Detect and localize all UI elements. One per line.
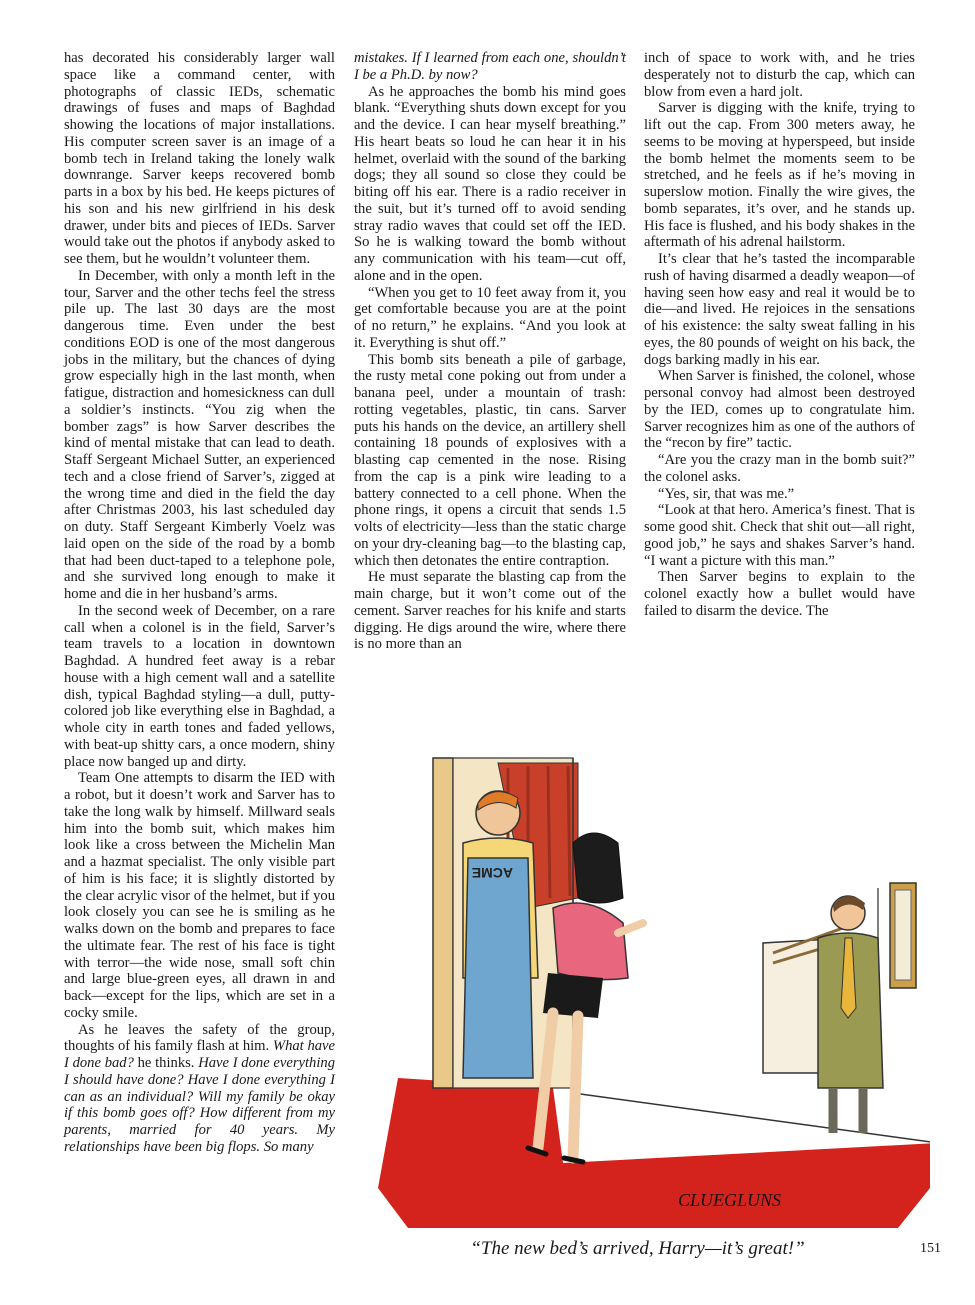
- paragraph: “Yes, sir, that was me.”: [658, 485, 795, 502]
- wall-picture-inner: [895, 890, 911, 980]
- paragraph: In December, with only a month left in the tour, Sarver and the other techs feel the stress pile up. The last 30 days are the most dangerous time. Even under the best conditions EOD is one of the most dangerous jobs in the military, but the chances of dying grow especially high in the last month, when fatigue, distraction and homesickness can dull a soldier’s instincts. “You zig when the bomber zags” is how Sarver describes the kind of mental mistake that can lead to death. Staff Sergeant Michael Sutter, an experienced tech and a close friend of Sarver’s, zigged at the wrong time and died in the field the day after Christmas 2003, his last scheduled day on duty. Staff Sergeant Kimberly Voelz was laid open on the side of the road by a bomb that had been duct-taped to a telephone pole, and she survived long enough to make it home and die in her husband’s arms.: [64, 267, 335, 602]
- mover-shirt-text: ACME: [471, 865, 513, 881]
- carpet: [378, 1078, 930, 1228]
- cartoonist-signature: CLUEGLUNS: [678, 1190, 782, 1210]
- paragraph: inch of space to work with, and he tries desperately not to disturb the cap, which can blow from even a hard jolt.: [644, 50, 915, 100]
- column-3: [644, 50, 915, 620]
- cartoon-caption: “The new bed’s arrived, Harry—it’s great!”: [470, 1238, 805, 1259]
- italic-run: What have I done bad?: [64, 1038, 335, 1071]
- italic-run: mistakes. If I learned from each one, shouldn’t I be a Ph.D. by now?: [354, 50, 626, 83]
- paragraph: [64, 1022, 335, 1156]
- mover-overalls: [463, 858, 533, 1078]
- text-run: As he leaves the safety of the group, thoughts of his family flash at him.: [64, 1021, 335, 1055]
- paragraph: “Look at that hero. America’s finest. That is some good shit. Check that shit out—all right, good job,” he says and shakes Sarver’s hand. “I want a picture with this man.”: [644, 502, 915, 569]
- woman-blouse: [553, 903, 628, 980]
- paragraph: When Sarver is finished, the colonel, whose personal convoy had almost been destroyed by the IED, comes up to congratulate him. Sarver recognizes him as one of the authors of the “recon by fire” tactic.: [644, 368, 915, 452]
- paragraph: Sarver is digging with the knife, trying to lift out the cap. From 300 meters away, he seems to be moving at hyperspeed, but inside the bomb helmet the moments seem to be stretched, and he feels as if he’s moving in superslow motion. Finally the wire gives, the bomb separates, it’s over, and he stands up. His face is flushed, and his body shakes in the aftermath of his adrenal hailstorm.: [644, 100, 915, 251]
- harry-legs: [833, 1088, 863, 1133]
- paragraph: “When you get to 10 feet away from it, you get comfortable because you are at the point of no return,” he explains. “And you look at it. Everything is shut off.”: [354, 284, 626, 351]
- text-run: he thinks.: [133, 1055, 199, 1071]
- column-2: [354, 50, 626, 653]
- paragraph: This bomb sits beneath a pile of garbage, the rusty metal cone poking out from under a banana peel, under a mountain of trash: rotting vegetables, plastic, tin cans. Sarver puts his hands on the device, an artillery shell containing 18 pounds of explosives with a blasting cap cemented in the nose. Rising from the cap is a pink wire leading to a battery connected to a cell phone. When the phone rings, it opens a circuit that sends 1.5 volts of electricity—less than the static charge on your dry-cleaning bag—to the blasting cap, which then detonates the entire contraption.: [354, 351, 626, 569]
- paragraph: Team One attempts to disarm the IED with a robot, but it doesn’t work and Sarver has to take the long walk by himself. Millward seals him into the bomb suit, which makes him look like a cross between the Michelin Man and a hazmat specialist. The only visible part of him is his face; it is slightly distorted by the clear acrylic visor of the helmet, but if you look closely you can see he is smiling as he walks down on the bomb and prepares to face the ultimate fear. The rest of his face is tight with terror—the wide nose, small soft chin and large blue-green eyes, all drawn in and back—except for the lips, which are set in a cocky smile.: [64, 770, 335, 1021]
- paragraph: It’s clear that he’s tasted the incomparable rush of having disarmed a deadly weapon—of having seen how easy and real it would be to die—and lived. He rejoices in the sensations of his existence: the salty sweat falling in his eyes, the 80 pounds of weight on his back, the dogs barking madly in his ear.: [644, 251, 915, 368]
- paragraph: He must separate the blasting cap from the main charge, but it won’t come out of the cement. Sarver reaches for his knife and starts digging. He digs around the wire, where there is no more than an: [354, 569, 626, 653]
- doorway-frame: [433, 758, 453, 1088]
- cartoon-illustration: [378, 748, 930, 1228]
- column-1: [64, 50, 335, 1156]
- paragraph: [354, 50, 626, 84]
- woman-hair: [573, 833, 623, 903]
- page-number: 151: [920, 1241, 941, 1256]
- paragraph: In the second week of December, on a rare call when a colonel is in the field, Sarver’s team travels to a location in downtown Baghdad. A hundred feet away is a rebar house with a high cement wall and a satellite dish, typical Baghdad styling—a dull, putty-colored job like everything else in Baghdad, a whole city in earth tones and faded yellows, with beat-up shitty cars, a once modern, shiny place now banged up and dirty.: [64, 602, 335, 770]
- paragraph: As he approaches the bomb his mind goes blank. “Everything shuts down except for you and the device. I can hear myself breathing.” His heart beats so loud he can hear it in his helmet, overlaid with the sound of the barking dogs; they all sound so close they could be biting off his ear. There is a radio receiver in the suit, but it’s turned off to avoid sending stray radio waves that could set off the IED. So he is walking toward the bomb without any communication with his team—cut off, alone and in the open.: [354, 83, 626, 284]
- paragraph: has decorated his considerably larger wall space like a command center, with photographs of classic IEDs, schematic drawings of fuses and maps of Baghdad showing the locations of major installations. His computer screen saver is an image of a bomb tech in Ireland taking the lonely walk downrange. Sarver keeps recovered bomb parts in a box by his bed. He keeps pictures of his son and his new girlfriend in his desk drawer, under bits and pieces of IEDs. Sarver would take out the photos if anybody asked to see them, but he wouldn’t volunteer them.: [64, 50, 335, 267]
- paragraph: Then Sarver begins to explain to the colonel exactly how a bullet would have failed to disarm the device. The: [644, 569, 915, 619]
- italic-run: Have I done everything I should have done? Have I done everything I can as an individual? Will my family be okay if this bomb goes off? How different from my parents, married for 40 years. My relationships have been big flops. So many: [64, 1055, 335, 1155]
- paragraph: “Are you the crazy man in the bomb suit?” the colonel asks.: [644, 452, 915, 485]
